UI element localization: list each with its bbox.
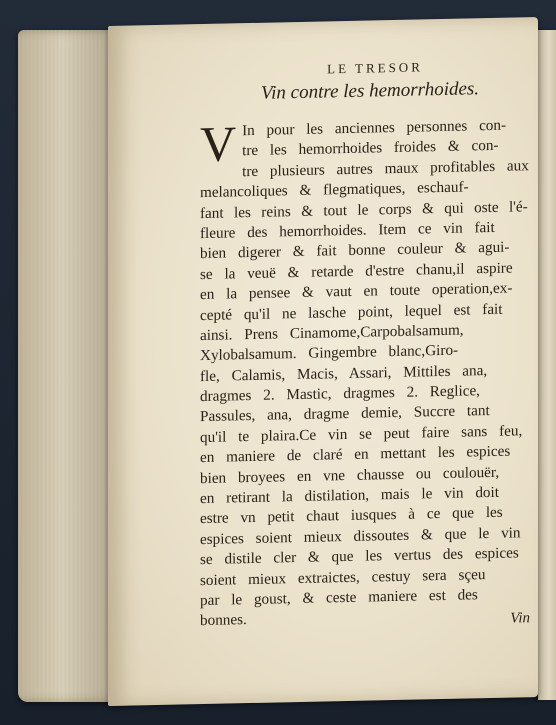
- text-line: se distile cler & que les vertus des espices: [200, 544, 519, 569]
- text-line: bonnes.: [200, 611, 247, 630]
- text-line: bien digerer & fait bonne couleur & agui-: [200, 238, 510, 263]
- text-line: estre vn petit chaut iusques à ce que les: [200, 504, 503, 528]
- running-head: LE TRESOR: [327, 59, 423, 77]
- text-line: bien broyees en vne chausse ou coulouër,: [200, 463, 500, 487]
- catchword: Vin: [510, 610, 530, 627]
- text-line: dragmes 2. Mastic, dragmes 2. Reglice,: [200, 382, 480, 406]
- text-line: fle, Calamis, Macis, Assari, Mittiles ana,: [200, 361, 488, 385]
- body-text: [200, 115, 530, 632]
- text-line: espices soient mieux dissoutes & que le vin: [200, 524, 521, 548]
- book-page: [108, 17, 538, 706]
- text-line: tre les hemorrhoides froides & con-: [242, 137, 499, 160]
- text-line: soient mieux extraictes, cestuy sera sçeu: [200, 565, 486, 589]
- text-line: In pour les anciennes personnes con-: [242, 116, 507, 140]
- text-line: melancoliques & flegmatiques, eschauf-: [200, 178, 469, 202]
- text-line: qu'il te plaira.Ce vin se peut faire sans feu,: [200, 422, 523, 446]
- chapter-title: Vin contre les hemorrhoides.: [260, 78, 480, 104]
- text-line: par le goust, & ceste maniere est des: [200, 586, 478, 610]
- text-line: tre plusieurs autres maux profitables aux: [242, 156, 529, 180]
- text-line: fleure des hemorrhoides. Item ce vin fait: [200, 218, 495, 243]
- drop-cap: V: [200, 115, 237, 173]
- page-text-block: [200, 57, 530, 632]
- text-line: Passules, ana, dragme demie, Succre tant: [200, 402, 490, 426]
- text-line: en la pensee & vaut en toute operation,ex-: [200, 279, 513, 304]
- text-line: en maniere de claré en mettant les espices: [200, 442, 511, 467]
- facing-page-edge: [538, 30, 556, 700]
- text-line: en retirant la distilation, mais le vin doit: [200, 483, 499, 508]
- text-line: fant les reins & tout le corps & qui oste l'é-: [200, 197, 528, 222]
- text-line: Xylobalsamum. Gingembre blanc,Giro-: [200, 341, 459, 365]
- text-line: se la veuë & retarde d'estre chanu,il aspire: [200, 259, 513, 283]
- text-line: cepté qu'il ne lasche point, lequel est fait: [200, 300, 503, 324]
- text-line: ainsi. Prens Cinamome,Carpobalsamum,: [200, 321, 464, 344]
